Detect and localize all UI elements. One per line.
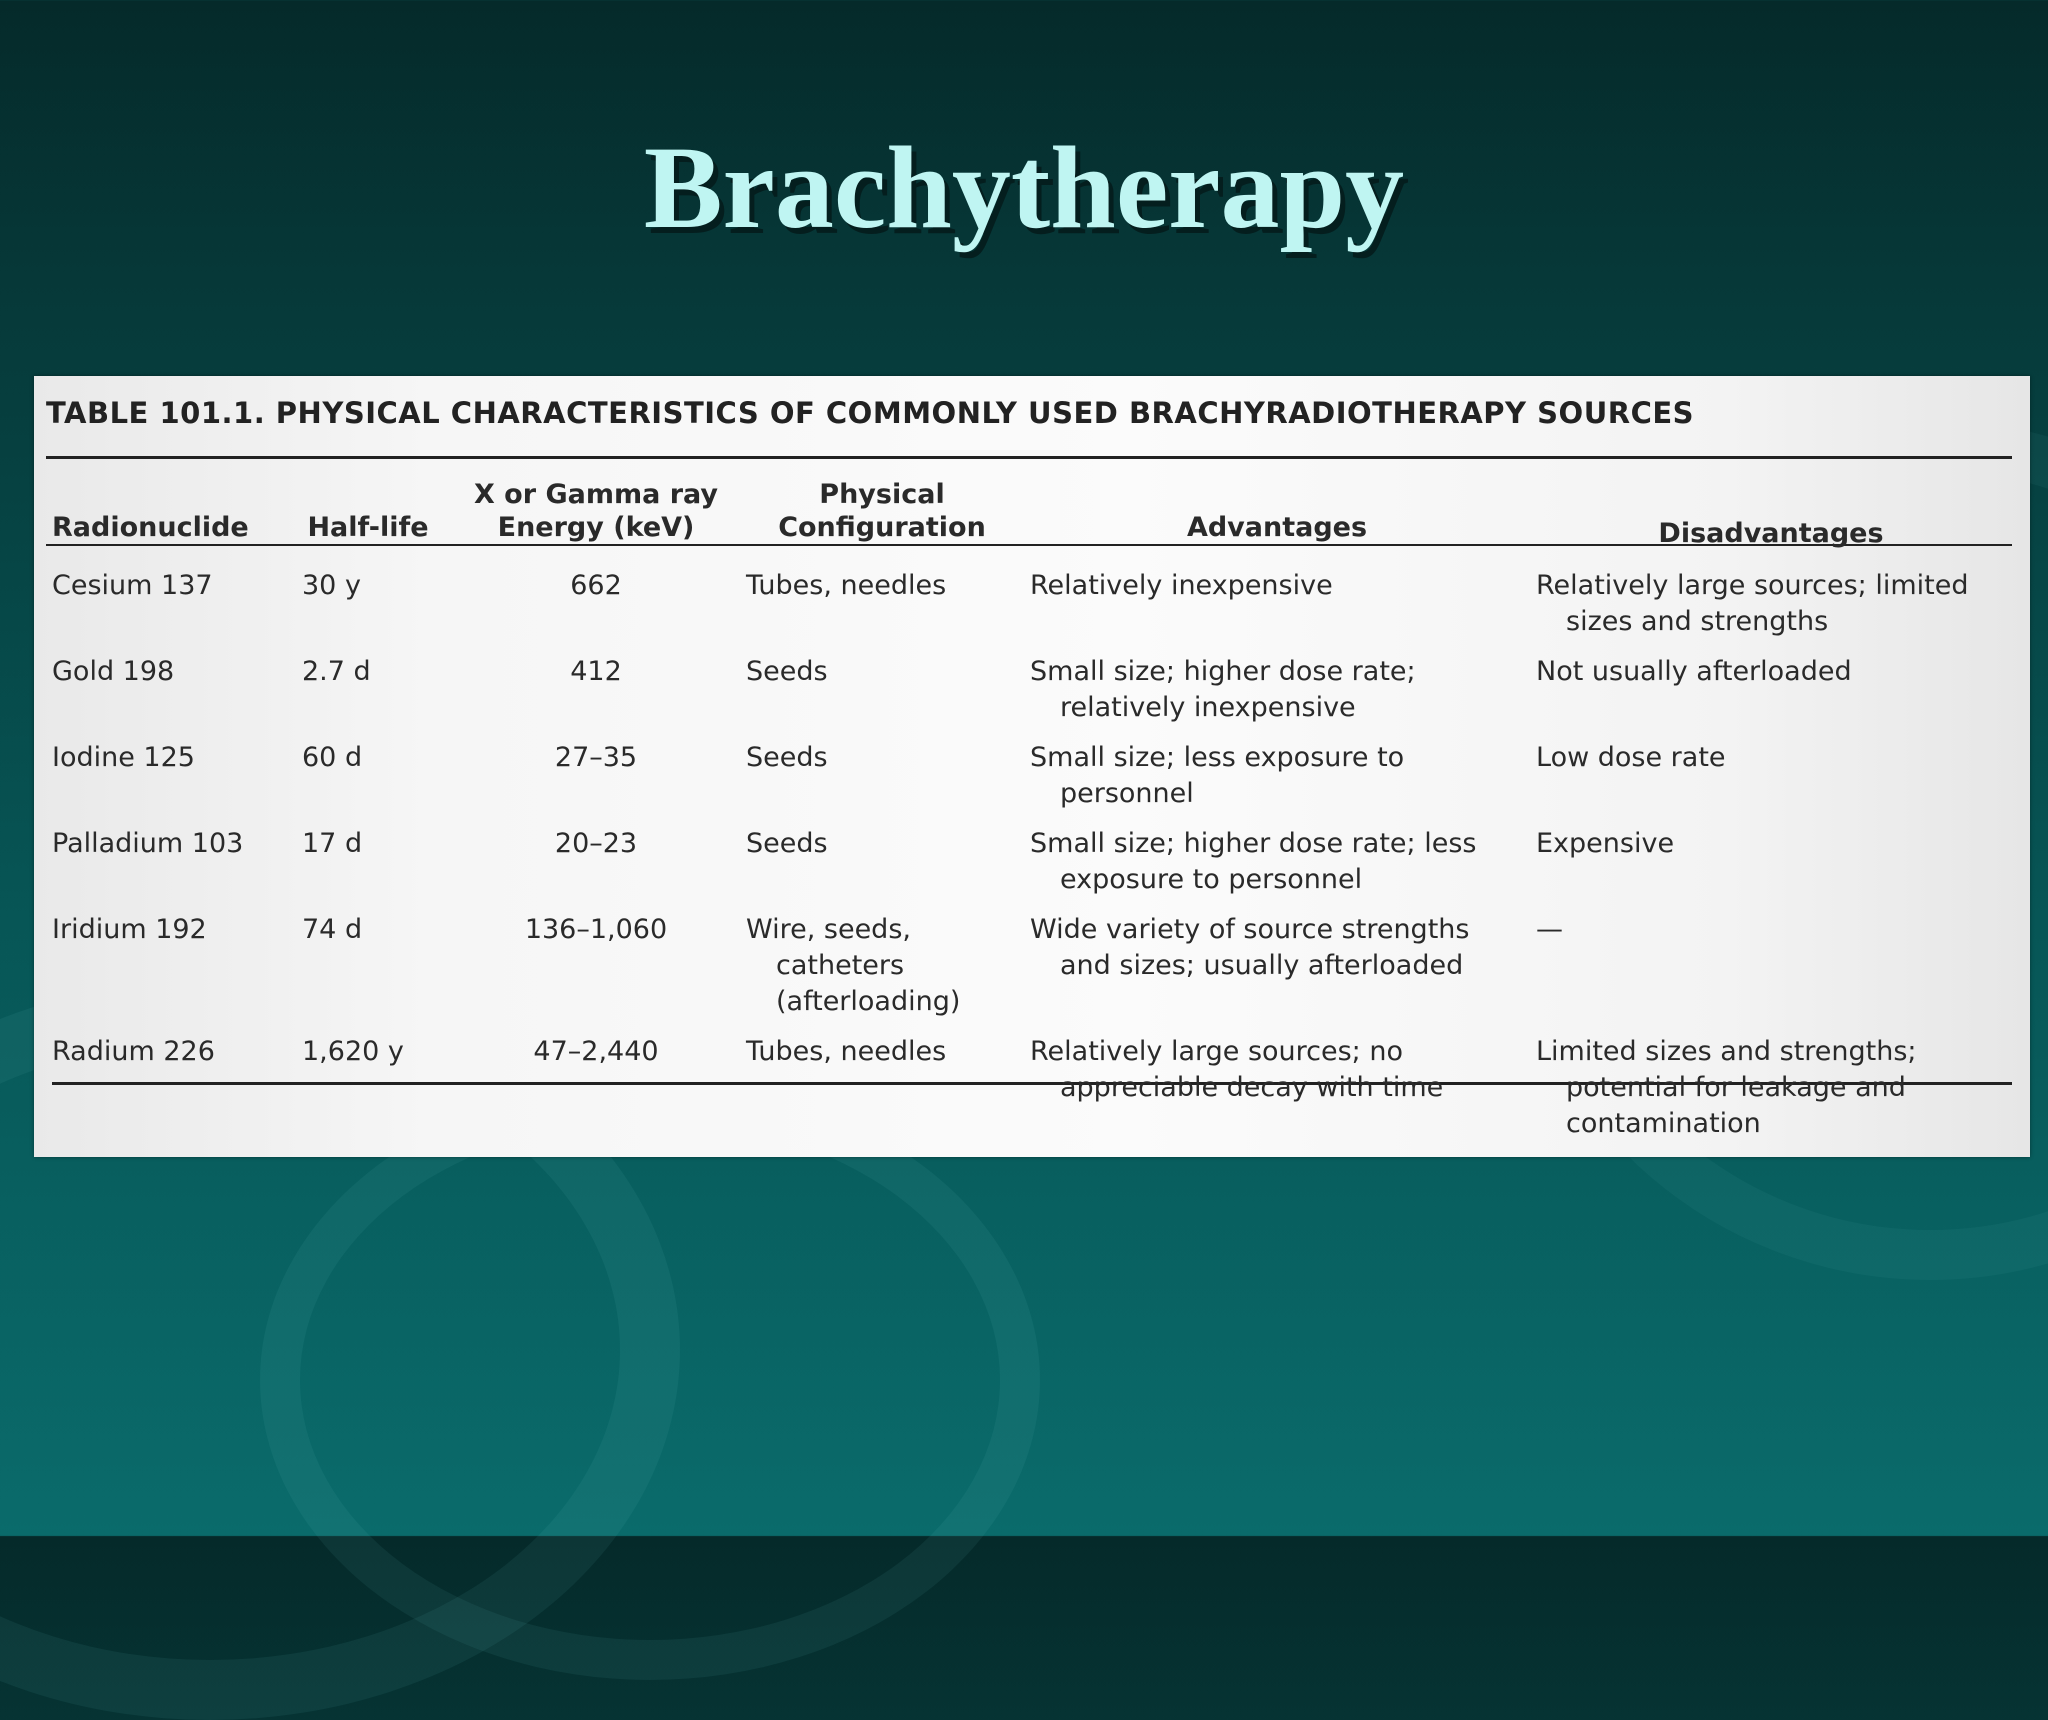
cell-advantages-text: Relatively inexpensive xyxy=(1030,570,1333,601)
cell-advantages xyxy=(1024,898,1530,1020)
cell-advantages-text: Relatively large sources; no appreciable decay with time xyxy=(1030,1036,1444,1103)
header-radionuclide: Radionuclide xyxy=(52,512,249,543)
cell-configuration xyxy=(740,554,1024,640)
cell-radionuclide: Radium 226 xyxy=(52,1036,215,1067)
cell-configuration-text: Seeds xyxy=(746,742,828,773)
header-configuration: Physical Configuration xyxy=(778,479,986,543)
cell-advantages xyxy=(1024,1020,1530,1142)
cell-half-life: 1,620 y xyxy=(302,1036,404,1067)
table-row xyxy=(46,726,2012,812)
cell-configuration xyxy=(740,640,1024,726)
table-scan-image xyxy=(34,376,2030,1157)
cell-disadvantages-text: Relatively large sources; limited sizes and strengths xyxy=(1536,570,1969,637)
cell-energy: 27–35 xyxy=(554,742,638,773)
cell-configuration xyxy=(740,812,1024,898)
cell-half-life: 17 d xyxy=(302,828,363,859)
cell-radionuclide: Iodine 125 xyxy=(52,742,195,773)
header-advantages: Advantages xyxy=(1186,512,1368,543)
header-half-life: Half-life xyxy=(307,512,429,543)
table-row xyxy=(46,640,2012,726)
table-top-rule xyxy=(46,456,2012,459)
cell-disadvantages-text: Not usually afterloaded xyxy=(1536,656,1852,687)
cell-configuration xyxy=(740,898,1024,1020)
cell-half-life: 2.7 d xyxy=(302,656,371,687)
cell-half-life: 30 y xyxy=(302,570,361,601)
cell-energy: 412 xyxy=(570,656,622,687)
cell-advantages xyxy=(1024,554,1530,640)
cell-configuration-text: Seeds xyxy=(746,656,828,687)
slide-title: Brachytherapy xyxy=(643,122,1405,253)
cell-advantages xyxy=(1024,726,1530,812)
table-row xyxy=(46,812,2012,898)
table-caption: TABLE 101.1. PHYSICAL CHARACTERISTICS OF COMMONLY USED BRACHYRADIOTHERAPY SOURCES xyxy=(46,396,1695,430)
cell-disadvantages xyxy=(1530,640,2012,726)
cell-half-life: 74 d xyxy=(302,914,363,945)
cell-advantages xyxy=(1024,812,1530,898)
header-energy: X or Gamma ray Energy (keV) xyxy=(473,479,719,543)
cell-configuration xyxy=(740,1020,1024,1142)
cell-advantages xyxy=(1024,640,1530,726)
header-disadvantages: Disadvantages xyxy=(1658,518,1884,549)
background-decoration xyxy=(260,1080,1040,1680)
cell-advantages-text: Small size; higher dose rate; less exposure to personnel xyxy=(1030,828,1477,895)
cell-radionuclide: Cesium 137 xyxy=(52,570,213,601)
cell-disadvantages-text: Low dose rate xyxy=(1536,742,1726,773)
cell-disadvantages-text: Limited sizes and strengths; potential for leakage and contamination xyxy=(1536,1036,1917,1139)
cell-configuration-text: Seeds xyxy=(746,828,828,859)
cell-configuration xyxy=(740,726,1024,812)
cell-radionuclide: Iridium 192 xyxy=(52,914,207,945)
cell-disadvantages xyxy=(1530,898,2012,1020)
cell-disadvantages-text: — xyxy=(1536,914,1563,945)
cell-radionuclide: Gold 198 xyxy=(52,656,175,687)
cell-configuration-text: Wire, seeds, catheters (afterloading) xyxy=(746,914,961,1017)
cell-energy: 20–23 xyxy=(554,828,638,859)
sources-table xyxy=(46,460,2012,1142)
cell-disadvantages xyxy=(1530,726,2012,812)
table-row xyxy=(46,898,2012,1020)
cell-configuration-text: Tubes, needles xyxy=(746,1036,947,1067)
cell-advantages-text: Small size; higher dose rate; relatively inexpensive xyxy=(1030,656,1416,723)
cell-disadvantages xyxy=(1530,1020,2012,1142)
cell-radionuclide: Palladium 103 xyxy=(52,828,244,859)
cell-disadvantages-text: Expensive xyxy=(1536,828,1675,859)
cell-advantages-text: Wide variety of source strengths and sizes; usually afterloaded xyxy=(1030,914,1470,981)
cell-disadvantages xyxy=(1530,554,2012,640)
cell-half-life: 60 d xyxy=(302,742,363,773)
table-header-row xyxy=(46,460,2012,554)
cell-disadvantages xyxy=(1530,812,2012,898)
table-row xyxy=(46,554,2012,640)
cell-energy: 662 xyxy=(570,570,622,601)
table-row xyxy=(46,1020,2012,1142)
cell-energy: 47–2,440 xyxy=(533,1036,659,1067)
cell-advantages-text: Small size; less exposure to personnel xyxy=(1030,742,1405,809)
cell-configuration-text: Tubes, needles xyxy=(746,570,947,601)
cell-energy: 136–1,060 xyxy=(524,914,668,945)
